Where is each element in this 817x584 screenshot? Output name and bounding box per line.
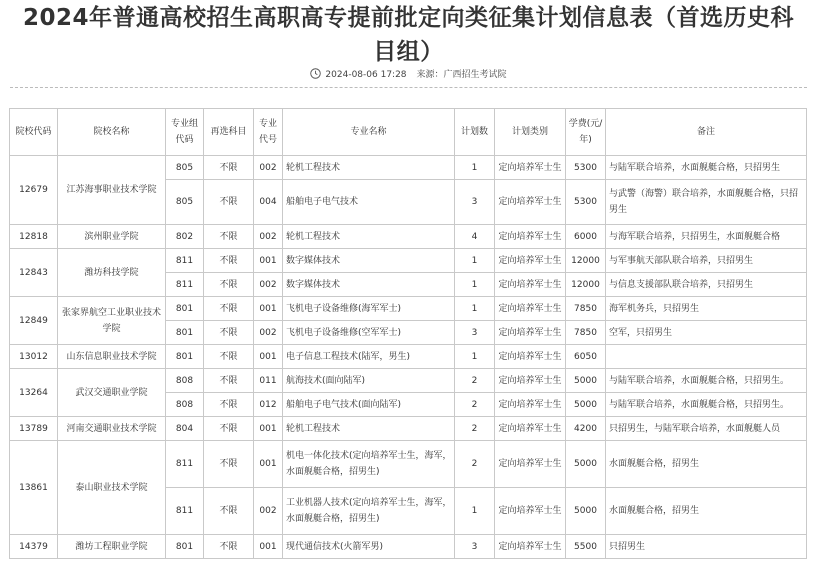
cell-type: 定向培养军士生 (495, 180, 566, 225)
cell-school-name: 武汉交通职业学院 (58, 369, 166, 417)
table-row (10, 156, 807, 180)
cell-remark: 与陆军联合培养，水面舰艇合格，只招男生。 (606, 369, 807, 393)
cell-major-code: 001 (254, 417, 283, 441)
header-tuition: 学费(元/年) (566, 109, 606, 156)
article-meta (0, 66, 817, 84)
cell-major-name: 电子信息工程技术(陆军，男生) (283, 345, 455, 369)
cell-fee: 5000 (566, 393, 606, 417)
cell-major-code: 001 (254, 345, 283, 369)
cell-remark: 与军事航天部队联合培养，只招男生 (606, 249, 807, 273)
cell-major-name: 现代通信技术(火箭军男) (283, 535, 455, 559)
cell-major-name: 工业机器人技术(定向培养军士生，海军，水面舰艇合格，招男生) (283, 488, 455, 535)
cell-remark: 海军机务兵，只招男生 (606, 297, 807, 321)
cell-type: 定向培养军士生 (495, 273, 566, 297)
cell-count: 2 (455, 441, 495, 488)
cell-fee: 5000 (566, 441, 606, 488)
cell-major-name: 数字媒体技术 (283, 273, 455, 297)
header-school-code: 院校代码 (10, 109, 58, 156)
cell-fee: 5500 (566, 535, 606, 559)
plan-table-wrapper (9, 108, 807, 559)
cell-major-code: 001 (254, 535, 283, 559)
cell-major-name: 船舶电子电气技术 (283, 180, 455, 225)
table-row (10, 369, 807, 393)
cell-major-name: 船舶电子电气技术(面向陆军) (283, 393, 455, 417)
cell-elective: 不限 (204, 225, 254, 249)
cell-fee: 12000 (566, 249, 606, 273)
cell-type: 定向培养军士生 (495, 249, 566, 273)
cell-major-code: 001 (254, 249, 283, 273)
cell-group: 808 (166, 393, 204, 417)
cell-type: 定向培养军士生 (495, 321, 566, 345)
cell-remark: 与信息支援部队联合培养，只招男生 (606, 273, 807, 297)
header-remarks: 备注 (606, 109, 807, 156)
cell-school-name: 张家界航空工业职业技术学院 (58, 297, 166, 345)
cell-count: 1 (455, 488, 495, 535)
cell-group: 805 (166, 156, 204, 180)
cell-major-code: 002 (254, 273, 283, 297)
source-name: 广西招生考试院 (443, 70, 507, 80)
cell-count: 1 (455, 249, 495, 273)
cell-remark (606, 345, 807, 369)
cell-remark: 与武警（海警）联合培养，水面舰艇合格，只招男生 (606, 180, 807, 225)
cell-fee: 6050 (566, 345, 606, 369)
cell-type: 定向培养军士生 (495, 535, 566, 559)
cell-remark: 只招男生，与陆军联合培养，水面舰艇人员 (606, 417, 807, 441)
cell-type: 定向培养军士生 (495, 488, 566, 535)
cell-school-name: 滨州职业学院 (58, 225, 166, 249)
header-school-name: 院校名称 (58, 109, 166, 156)
cell-elective: 不限 (204, 180, 254, 225)
cell-fee: 7850 (566, 297, 606, 321)
cell-elective: 不限 (204, 441, 254, 488)
page-title (0, 0, 817, 65)
cell-major-code: 002 (254, 156, 283, 180)
table-row (10, 297, 807, 321)
cell-major-code: 001 (254, 297, 283, 321)
cell-fee: 5300 (566, 156, 606, 180)
cell-fee: 7850 (566, 321, 606, 345)
cell-major-code: 002 (254, 225, 283, 249)
cell-remark: 与陆军联合培养，水面舰艇合格，只招男生 (606, 156, 807, 180)
cell-remark: 水面舰艇合格，招男生 (606, 488, 807, 535)
cell-elective: 不限 (204, 273, 254, 297)
cell-major-name: 飞机电子设备维修(海军军士) (283, 297, 455, 321)
cell-group: 811 (166, 249, 204, 273)
cell-type: 定向培养军士生 (495, 369, 566, 393)
header-plan-count: 计划数 (455, 109, 495, 156)
cell-elective: 不限 (204, 488, 254, 535)
cell-school-code: 13012 (10, 345, 58, 369)
cell-major-code: 002 (254, 321, 283, 345)
table-row (10, 417, 807, 441)
cell-elective: 不限 (204, 156, 254, 180)
cell-elective: 不限 (204, 345, 254, 369)
cell-type: 定向培养军士生 (495, 225, 566, 249)
page-title-line2: 目组） (373, 39, 444, 65)
cell-school-name: 河南交通职业技术学院 (58, 417, 166, 441)
cell-group: 805 (166, 180, 204, 225)
header-plan-type: 计划类别 (495, 109, 566, 156)
cell-fee: 12000 (566, 273, 606, 297)
cell-elective: 不限 (204, 249, 254, 273)
cell-remark: 与海军联合培养，只招男生，水面舰艇合格 (606, 225, 807, 249)
cell-school-code: 12849 (10, 297, 58, 345)
page-header (0, 0, 817, 88)
table-row (10, 225, 807, 249)
cell-fee: 5000 (566, 369, 606, 393)
cell-school-name: 山东信息职业技术学院 (58, 345, 166, 369)
cell-elective: 不限 (204, 535, 254, 559)
cell-school-code: 14379 (10, 535, 58, 559)
cell-group: 801 (166, 321, 204, 345)
cell-group: 801 (166, 535, 204, 559)
page-title-line1: 2024年普通高校招生高职高专提前批定向类征集计划信息表（首选历史科 (22, 5, 794, 31)
header-major-group: 专业组代码 (166, 109, 204, 156)
cell-major-code: 012 (254, 393, 283, 417)
cell-major-name: 轮机工程技术 (283, 225, 455, 249)
cell-count: 2 (455, 417, 495, 441)
cell-count: 2 (455, 393, 495, 417)
cell-fee: 6000 (566, 225, 606, 249)
cell-count: 1 (455, 273, 495, 297)
cell-group: 811 (166, 273, 204, 297)
cell-school-name: 潍坊科技学院 (58, 249, 166, 297)
cell-group: 801 (166, 345, 204, 369)
clock-icon (310, 68, 321, 79)
cell-major-code: 011 (254, 369, 283, 393)
cell-group: 802 (166, 225, 204, 249)
cell-type: 定向培养军士生 (495, 156, 566, 180)
cell-count: 4 (455, 225, 495, 249)
cell-major-name: 轮机工程技术 (283, 156, 455, 180)
cell-fee: 5000 (566, 488, 606, 535)
cell-group: 811 (166, 488, 204, 535)
cell-major-code: 002 (254, 488, 283, 535)
cell-remark: 只招男生 (606, 535, 807, 559)
cell-elective: 不限 (204, 297, 254, 321)
cell-group: 811 (166, 441, 204, 488)
cell-school-name: 泰山职业技术学院 (58, 441, 166, 535)
cell-remark: 与陆军联合培养，水面舰艇合格，只招男生。 (606, 393, 807, 417)
cell-major-code: 004 (254, 180, 283, 225)
cell-count: 3 (455, 180, 495, 225)
cell-major-name: 航海技术(面向陆军) (283, 369, 455, 393)
cell-major-name: 飞机电子设备维修(空军军士) (283, 321, 455, 345)
cell-group: 801 (166, 297, 204, 321)
cell-type: 定向培养军士生 (495, 297, 566, 321)
cell-school-name: 潍坊工程职业学院 (58, 535, 166, 559)
header-major-name: 专业名称 (283, 109, 455, 156)
cell-school-code: 13264 (10, 369, 58, 417)
cell-school-code: 12843 (10, 249, 58, 297)
cell-type: 定向培养军士生 (495, 393, 566, 417)
table-row (10, 535, 807, 559)
cell-elective: 不限 (204, 393, 254, 417)
table-row (10, 249, 807, 273)
table-row (10, 441, 807, 488)
cell-fee: 5300 (566, 180, 606, 225)
cell-count: 2 (455, 369, 495, 393)
header-major-code: 专业代号 (254, 109, 283, 156)
cell-elective: 不限 (204, 369, 254, 393)
cell-type: 定向培养军士生 (495, 345, 566, 369)
cell-elective: 不限 (204, 417, 254, 441)
cell-count: 1 (455, 345, 495, 369)
cell-major-code: 001 (254, 441, 283, 488)
cell-school-code: 12818 (10, 225, 58, 249)
cell-major-name: 机电一体化技术(定向培养军士生，海军，水面舰艇合格，招男生) (283, 441, 455, 488)
cell-school-code: 13789 (10, 417, 58, 441)
cell-school-code: 13861 (10, 441, 58, 535)
cell-count: 3 (455, 535, 495, 559)
cell-remark: 空军，只招男生 (606, 321, 807, 345)
publish-datetime: 2024-08-06 17:28 (325, 70, 407, 80)
cell-type: 定向培养军士生 (495, 441, 566, 488)
cell-elective: 不限 (204, 321, 254, 345)
cell-count: 3 (455, 321, 495, 345)
cell-group: 804 (166, 417, 204, 441)
plan-table (9, 108, 807, 559)
cell-school-code: 12679 (10, 156, 58, 225)
header-elective: 再选科目 (204, 109, 254, 156)
table-header-row (10, 109, 807, 156)
cell-major-name: 轮机工程技术 (283, 417, 455, 441)
source-label: 来源： (416, 70, 444, 80)
cell-major-name: 数字媒体技术 (283, 249, 455, 273)
cell-school-name: 江苏海事职业技术学院 (58, 156, 166, 225)
cell-type: 定向培养军士生 (495, 417, 566, 441)
cell-fee: 4200 (566, 417, 606, 441)
cell-remark: 水面舰艇合格，招男生 (606, 441, 807, 488)
cell-group: 808 (166, 369, 204, 393)
table-row (10, 345, 807, 369)
cell-count: 1 (455, 297, 495, 321)
cell-count: 1 (455, 156, 495, 180)
header-divider (10, 87, 807, 88)
